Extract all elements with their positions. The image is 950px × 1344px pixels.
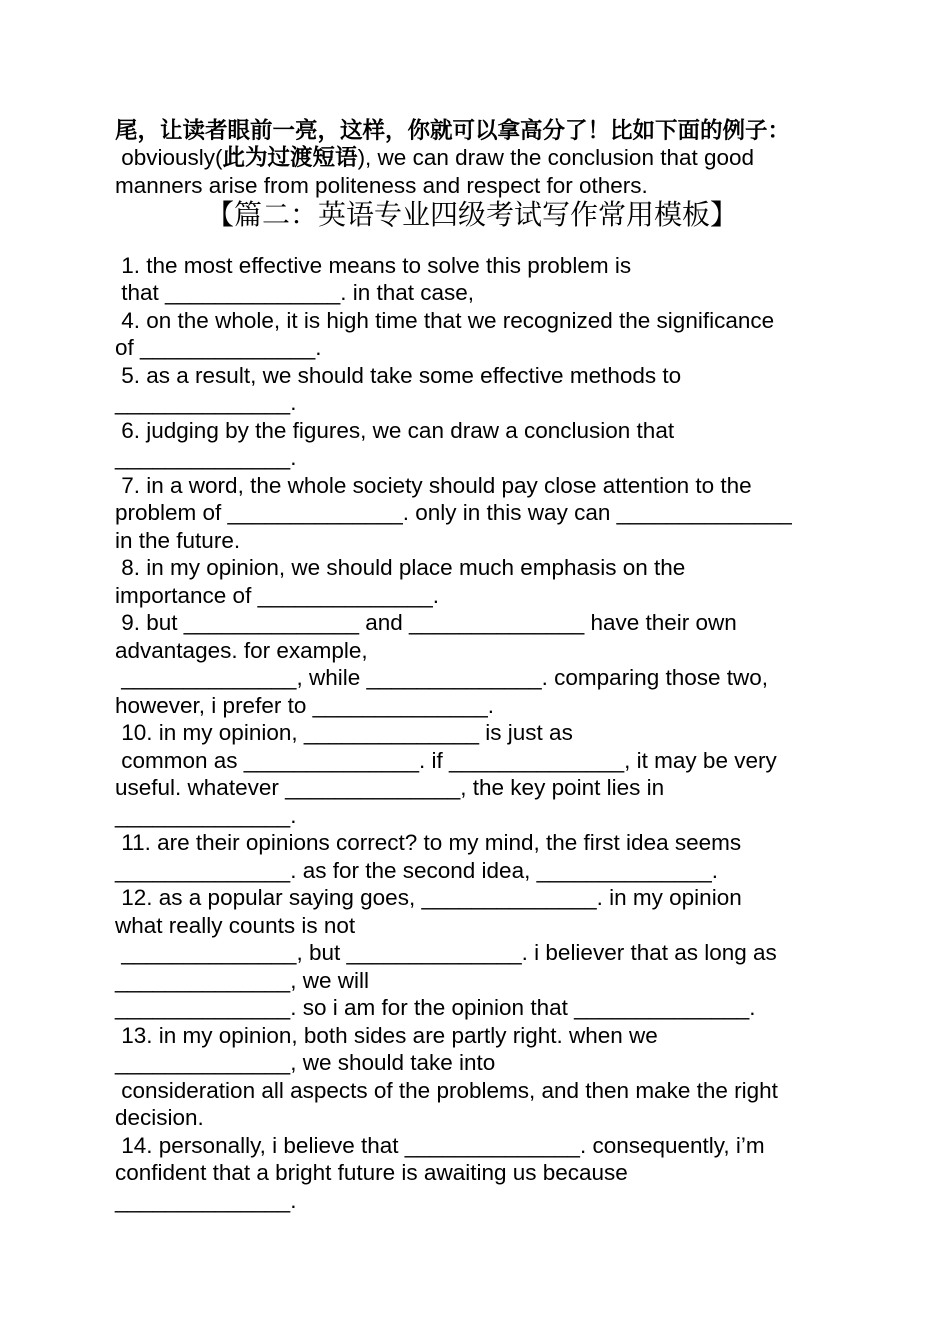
intro-line-2-start: obviously( <box>115 145 223 170</box>
body-line: 13. in my opinion, both sides are partly right. when we <box>115 1023 658 1048</box>
body-line: what really counts is not <box>115 913 356 938</box>
intro-line-3: manners arise from politeness and respect for others. <box>115 173 648 198</box>
body-line: advantages. for example, <box>115 638 368 663</box>
body-line: problem of ______________. only in this way can ______________ <box>115 500 792 525</box>
body-line: ______________. <box>115 1188 297 1213</box>
body-line: 7. in a word, the whole society should pay close attention to the <box>115 473 752 498</box>
body-line: in the future. <box>115 528 241 553</box>
body-line: 4. on the whole, it is high time that we recognized the significance <box>115 308 775 333</box>
body-line: common as ______________. if ______________, it may be very <box>115 748 777 773</box>
body-line: ______________. <box>115 445 297 470</box>
body-line: ______________, but ______________. i believer that as long as <box>115 940 777 965</box>
body-line: ______________, we should take into <box>115 1050 496 1075</box>
body-line: 1. the most effective means to solve this problem is <box>115 253 632 278</box>
intro-line-2-end: ), we can draw the conclusion that good <box>357 145 755 170</box>
body-line: ______________, while ______________. comparing those two, <box>115 665 769 690</box>
body-line: consideration all aspects of the problems, and then make the right <box>115 1078 778 1103</box>
body-line: however, i prefer to ______________. <box>115 693 495 718</box>
intro-line-2 <box>115 144 754 171</box>
body-line: ______________. as for the second idea, ______________. <box>115 858 719 883</box>
body-line: ______________, we will <box>115 968 369 993</box>
body-line: decision. <box>115 1105 204 1130</box>
body-line: 11. are their opinions correct? to my mind, the first idea seems <box>115 830 742 855</box>
body-line: 8. in my opinion, we should place much emphasis on the <box>115 555 686 580</box>
body-line: ______________. <box>115 390 297 415</box>
intro-line-2-bold: 此为过渡短语 <box>222 145 358 170</box>
body-line: ______________. so i am for the opinion that ______________. <box>115 995 756 1020</box>
intro-line-1: 尾，让读者眼前一亮，这样，你就可以拿高分了！比如下面的例子： <box>115 118 791 143</box>
body-line: 9. but ______________ and ______________ have their own <box>115 610 737 635</box>
body-line: importance of ______________. <box>115 583 440 608</box>
body-line: useful. whatever ______________, the key point lies in <box>115 775 665 800</box>
body-line: ______________. <box>115 803 297 828</box>
body-line: of ______________. <box>115 335 322 360</box>
body-line: 10. in my opinion, ______________ is just as <box>115 720 573 745</box>
body-line: 5. as a result, we should take some effective methods to <box>115 363 682 388</box>
section-title: 【篇二：英语专业四级考试写作常用模板】 <box>206 198 739 231</box>
body-line: confident that a bright future is awaiting us because <box>115 1160 628 1185</box>
body-line: 6. judging by the figures, we can draw a conclusion that <box>115 418 675 443</box>
body-line: 14. personally, i believe that ______________. consequently, i’m <box>115 1133 765 1158</box>
body-line: 12. as a popular saying goes, ______________. in my opinion <box>115 885 742 910</box>
body-line: that ______________. in that case, <box>115 280 475 305</box>
